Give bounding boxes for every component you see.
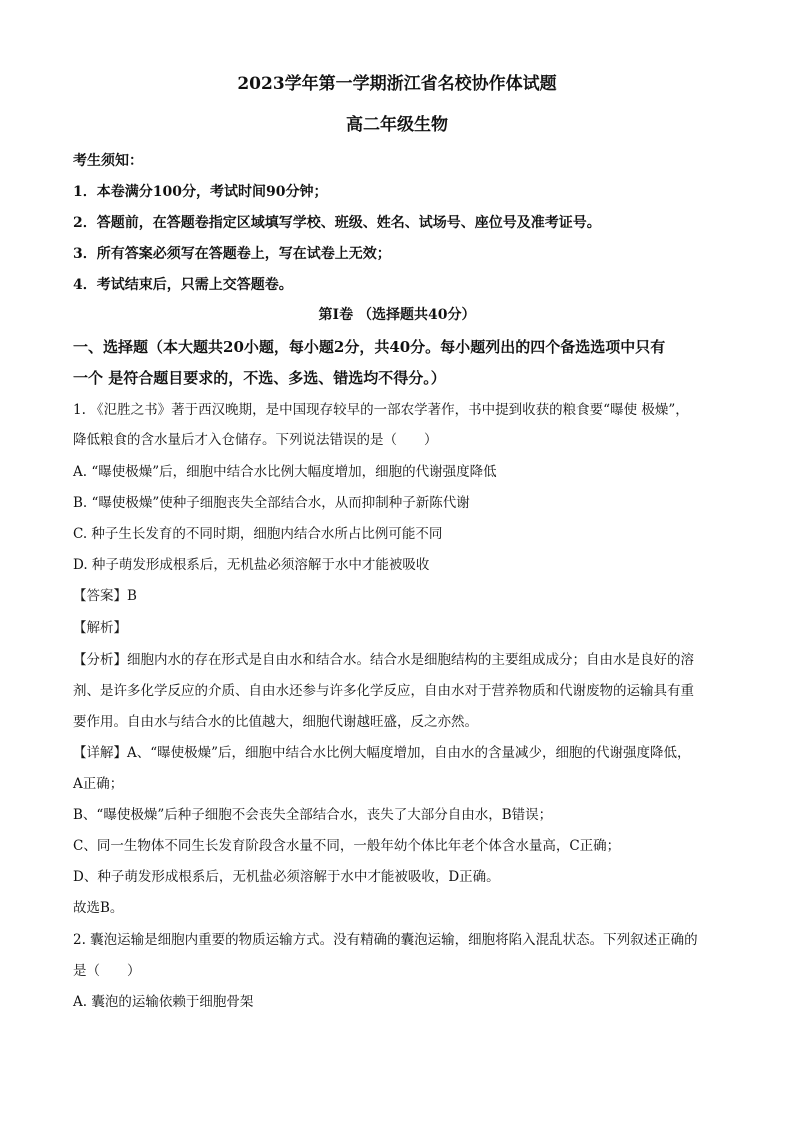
question-1-stem: 降低粮食的含水量后才入仓储存。下列说法错误的是（ ） — [73, 432, 438, 448]
answer-label: 【答案】B — [73, 588, 137, 604]
question-1-option-c: C. 种子生长发育的不同时期，细胞内结合水所占比例可能不同 — [73, 526, 443, 542]
volume-heading: 第Ⅰ卷 （选择题共40分） — [318, 307, 476, 323]
detail-text: C、同一生物体不同生长发育阶段含水量不同，一般年幼个体比年老个体含水量高，C正确； — [73, 838, 621, 854]
detail-conclusion: 故选B。 — [73, 900, 124, 916]
notice-item: 1．本卷满分100分，考试时间90分钟； — [73, 184, 328, 200]
analysis-label: 【解析】 — [73, 620, 127, 636]
detail-text: D、种子萌发形成根系后，无机盐必须溶解于水中才能被吸收，D正确。 — [73, 869, 500, 885]
section-heading-line-1: 一、选择题（本大题共20小题，每小题2分，共40分。每小题列出的四个备选选项中只有 — [73, 338, 666, 356]
exam-subtitle: 高二年级生物 — [346, 115, 448, 135]
question-1-option-a: A. “曝使极燥”后，细胞中结合水比例大幅度增加，细胞的代谢强度降低 — [73, 464, 497, 480]
section-heading-line-2: 一个 是符合题目要求的，不选、多选、错选均不得分。） — [73, 369, 446, 387]
notice-item: 3．所有答案必须写在答题卷上，写在试卷上无效； — [73, 246, 391, 262]
analysis-text: 要作用。自由水与结合水的比值越大，细胞代谢越旺盛，反之亦然。 — [73, 714, 478, 730]
exam-title: 2023学年第一学期浙江省名校协作体试题 — [237, 74, 557, 94]
detail-text: A正确； — [73, 776, 124, 792]
question-2-stem: 2. 囊泡运输是细胞内重要的物质运输方式。没有精确的囊泡运输，细胞将陷入混乱状态。下列叙述正确的 — [73, 932, 698, 948]
detail-text: 【详解】A、“曝使极燥”后，细胞中结合水比例大幅度增加，自由水的含量减少，细胞的代谢强度降低， — [73, 745, 691, 761]
detail-text: B、“曝使极燥”后种子细胞不会丧失全部结合水，丧失了大部分自由水，B错误； — [73, 807, 553, 823]
question-2-option-a: A. 囊泡的运输依赖于细胞骨架 — [73, 994, 254, 1010]
notice-item: 2．答题前，在答题卷指定区域填写学校、班级、姓名、试场号、座位号及准考证号。 — [73, 215, 601, 231]
notice-heading: 考生须知： — [73, 153, 143, 169]
notice-item: 4．考试结束后，只需上交答题卷。 — [73, 277, 293, 293]
question-1-option-b: B. “曝使极燥”使种子细胞丧失全部结合水，从而抑制种子新陈代谢 — [73, 495, 470, 511]
question-1-stem: 1. 《氾胜之书》著于西汉晚期，是中国现存较早的一部农学著作，书中提到收获的粮食要“曝使 极燥”， — [73, 402, 689, 418]
analysis-text: 【分析】细胞内水的存在形式是自由水和结合水。结合水是细胞结构的主要组成成分；自由水是良好的溶 — [73, 652, 694, 668]
question-2-stem: 是（ ） — [73, 963, 141, 979]
question-1-option-d: D. 种子萌发形成根系后，无机盐必须溶解于水中才能被吸收 — [73, 557, 430, 573]
analysis-text: 剂、是许多化学反应的介质、自由水还参与许多化学反应，自由水对于营养物质和代谢废物的运输具有重 — [73, 683, 694, 699]
